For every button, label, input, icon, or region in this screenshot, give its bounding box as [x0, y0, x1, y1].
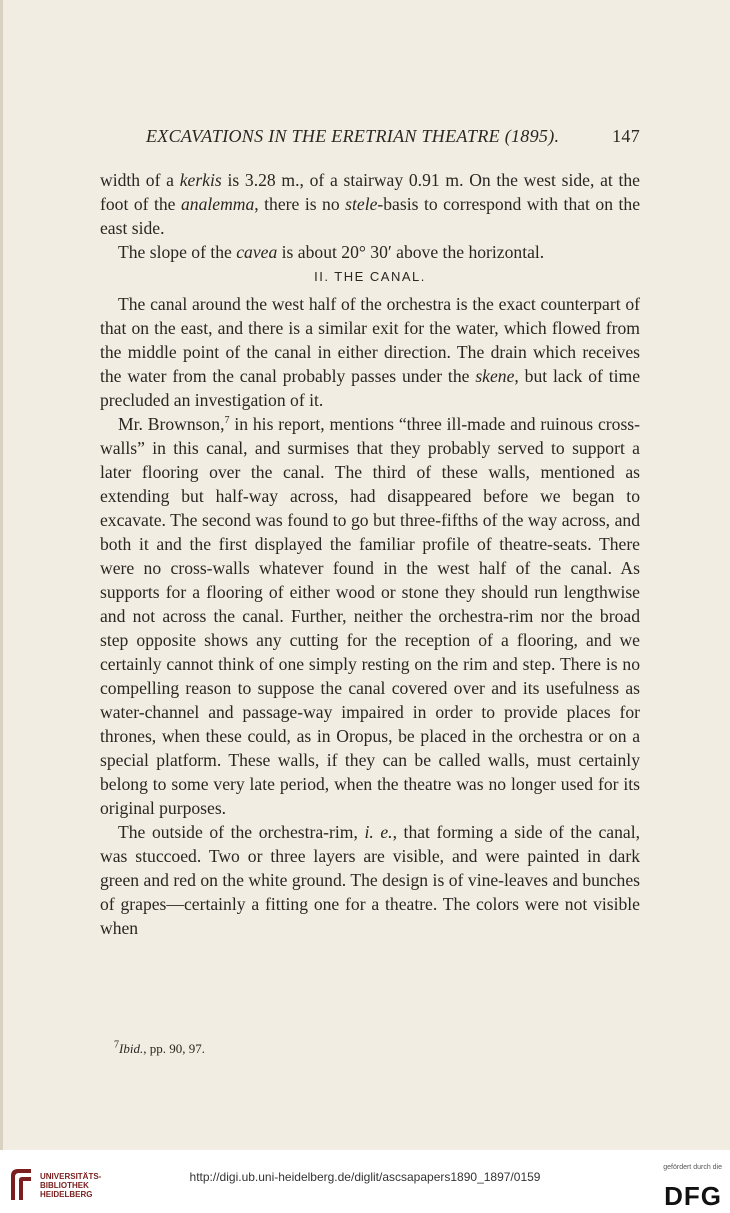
footnote: [114, 1040, 205, 1058]
paragraph-1: [100, 168, 640, 240]
funder-note: gefördert durch die: [663, 1164, 722, 1171]
text-run: , but lack of time precluded an investigation of it.: [100, 366, 641, 410]
text-run: -basis to correspond with that on the east side.: [100, 194, 641, 238]
body-text: [100, 168, 640, 940]
source-url-link[interactable]: http://digi.ub.uni-heidelberg.de/diglit/ascsapapers1890_1897/0159: [189, 1170, 541, 1184]
dfg-logo: DFG: [664, 1181, 722, 1211]
footnote-text: , pp. 90, 97.: [143, 1041, 205, 1056]
text-run: in his report, mentions “three ill-made and ruinous cross-walls” in this canal, and surmises that they probably served to support a later flooring over the canal. The third of these walls, mentioned as extending but half-way across, had disappeared before we began to excavate. The second was found to go but three-fifths of the way across, and both it and the first displayed the familiar profile of theatre-seats. There were no cross-walls whatever found in the west half of the canal. As supports for a flooring of either wood or stone they should run lengthwise and not across the canal. Further, neither the orchestra-rim nor the broad step opposite shows any cutting for the reception of a flooring, and we certainly cannot think of one simply resting on the rim and step. There is no compelling reason to suppose the canal covered over and its usefulness as water-channel and passage-way impaired in order to provide places for thrones, when these could, as in Oropus, be placed in the orchestra or on a special platform. These walls, if they can be called walls, must certainly belong to some very late period, when the theatre was no longer used for its original purposes.: [100, 414, 641, 818]
text-run: The outside of the orchestra-rim,: [118, 822, 365, 842]
text-run: is 3.28 m., of a stairway 0.91 m. On the west side, at the foot of the: [100, 170, 640, 214]
text-run: The canal around the west half of the orchestra is the exact counterpart of that on the east, and there is a similar exit for the water, which flowed from the middle point of the canal in either direction. The drain which receives the water from the canal probably passes under the: [100, 294, 640, 386]
footnote-reference: Ibid.: [119, 1041, 144, 1056]
paragraph-4: [100, 412, 640, 820]
footer: [0, 1150, 730, 1213]
text-run: is about 20° 30′ above the horizontal.: [277, 242, 545, 262]
italic-term: cavea: [236, 242, 278, 262]
paragraph-5: [100, 820, 640, 940]
paragraph-2: [100, 240, 640, 264]
library-name-line: UNIVERSITÄTS-: [40, 1172, 102, 1181]
italic-term: kerkis: [179, 170, 222, 190]
library-name-line: BIBLIOTHEK: [40, 1181, 89, 1190]
text-run: width of a: [100, 170, 180, 190]
text-run: Mr. Brownson,: [118, 414, 225, 434]
library-name-line: HEIDELBERG: [40, 1190, 93, 1199]
italic-term: stele: [345, 194, 378, 214]
page-number: 147: [612, 126, 640, 146]
text-run: , that forming a side of the canal, was stuccoed. Two or three layers are visible, and were painted in dark green and red on the white ground. The design is of vine-leaves and bunches of grapes—certainly a fitting one for a theatre. The colors were not visible when: [100, 822, 640, 938]
footnote-marker: 7: [224, 415, 230, 427]
italic-term: skene: [475, 366, 515, 386]
running-head-title: EXCAVATIONS IN THE ERETRIAN THEATRE (1895).: [146, 126, 560, 146]
italic-term: i. e.: [364, 822, 393, 842]
footnote-number: 7: [114, 1039, 119, 1051]
text-run: The slope of the: [118, 242, 237, 262]
text-run: , there is no: [254, 194, 346, 214]
section-heading: II. THE CANAL.: [314, 269, 426, 284]
italic-term: analemma: [180, 194, 255, 214]
page-edge: [0, 0, 3, 1213]
paragraph-3: [100, 292, 640, 412]
